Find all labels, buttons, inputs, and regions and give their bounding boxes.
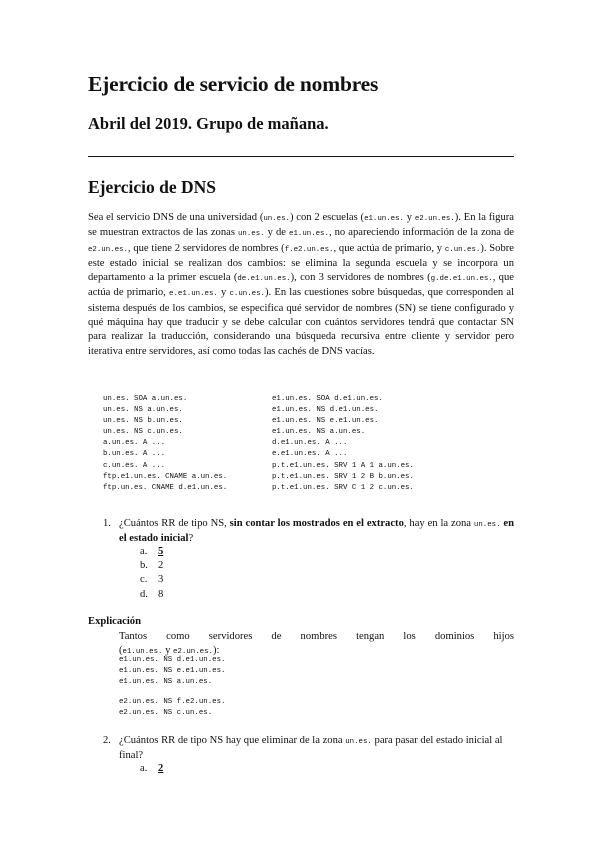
domain-code: e2.un.es. bbox=[88, 245, 128, 254]
zone-record: a.un.es. A ... bbox=[103, 439, 166, 448]
explanation-text: Tantos como servidores de nombres tengan los dominios hijos bbox=[119, 631, 514, 642]
zone-record: e1.un.es. SOA d.e1.un.es. bbox=[272, 395, 383, 403]
intro-text: ). En la figura se muestran extractos de las zonas bbox=[88, 212, 514, 239]
option-value: 3 bbox=[158, 574, 164, 586]
explanation-text: y bbox=[162, 645, 174, 656]
question-text: ¿Cuántos RR de tipo NS, bbox=[119, 518, 230, 529]
intro-text: , que actúa de primario, y bbox=[333, 242, 445, 254]
domain-code: un.es. bbox=[473, 521, 501, 529]
domain-code: un.es. bbox=[263, 215, 290, 223]
question-text: ? bbox=[188, 533, 194, 545]
domain-code: f.e2.un.es. bbox=[284, 245, 334, 254]
option-c[interactable] bbox=[140, 573, 163, 587]
zone-record: d.e1.un.es. A ... bbox=[272, 439, 348, 448]
zone-record: e1.un.es. NS a.un.es. bbox=[119, 678, 213, 687]
zone-record: e1.un.es. NS d.e1.un.es. bbox=[119, 656, 226, 664]
intro-paragraph bbox=[88, 211, 514, 359]
domain-code: un.es. bbox=[237, 230, 265, 239]
intro-text: Sea el servicio DNS de una universidad ( bbox=[88, 212, 264, 223]
zone-record: e2.un.es. NS c.un.es. bbox=[119, 709, 213, 718]
zone-record: b.un.es. A ... bbox=[103, 450, 166, 459]
question-emphasis: sin contar los mostrados en el extracto bbox=[229, 518, 404, 529]
zone-record: e1.un.es. NS a.un.es. bbox=[272, 428, 366, 437]
intro-text: , que tiene 2 servidores de nombres ( bbox=[127, 242, 285, 254]
section-heading: Ejercicio de DNS bbox=[88, 177, 216, 197]
zone-record: un.es. SOA a.un.es. bbox=[103, 395, 188, 403]
document-subtitle: Abril del 2019. Grupo de mañana. bbox=[88, 114, 329, 133]
question-text: para pasar del estado inicial al final? bbox=[119, 735, 503, 762]
zone-record: p.t.e1.un.es. SRV 1 A 1 a.un.es. bbox=[272, 461, 414, 470]
zone-record: un.es. NS b.un.es. bbox=[103, 417, 183, 426]
domain-code: un.es. bbox=[345, 738, 372, 746]
question-2-options bbox=[140, 762, 163, 776]
option-a[interactable] bbox=[140, 762, 163, 776]
domain-code: c.un.es. bbox=[444, 245, 481, 254]
document-title: Ejercicio de servicio de nombres bbox=[88, 72, 379, 96]
zone-record: p.t.e1.un.es. SRV 1 2 B b.un.es. bbox=[272, 472, 414, 481]
zone-record: un.es. NS c.un.es. bbox=[103, 428, 183, 437]
domain-code: e1.un.es. bbox=[364, 215, 404, 223]
intro-text: ) con 2 escuelas ( bbox=[290, 212, 365, 223]
domain-code: e2.un.es. bbox=[173, 648, 213, 656]
zone-record: ftp.un.es. CNAME d.e1.un.es. bbox=[103, 483, 228, 492]
zone-extract-un bbox=[103, 394, 227, 494]
question-1-text bbox=[119, 517, 514, 547]
option-value-correct: 2 bbox=[158, 763, 164, 774]
option-letter: d. bbox=[140, 588, 148, 600]
zone-extract-e1 bbox=[272, 394, 414, 494]
intro-text: y de bbox=[264, 227, 290, 239]
option-d[interactable] bbox=[140, 588, 163, 602]
domain-code: c.un.es. bbox=[229, 290, 265, 299]
explanation-records-e1 bbox=[119, 655, 225, 688]
explanation-text: ): bbox=[212, 645, 220, 656]
explanation-heading: Explicación bbox=[88, 616, 141, 627]
question-2-number: 2. bbox=[103, 735, 111, 746]
question-text: , hay en la zona bbox=[403, 518, 474, 529]
horizontal-rule bbox=[88, 156, 514, 157]
option-value-correct: 5 bbox=[158, 546, 164, 557]
explanation-records-e2 bbox=[119, 697, 225, 719]
zone-record: ftp.e1.un.es. CNAME a.un.es. bbox=[103, 472, 228, 481]
zone-record: e1.un.es. NS e.e1.un.es. bbox=[272, 417, 379, 426]
intro-text: , no apareciendo información de la zona de bbox=[328, 227, 514, 239]
domain-code: e.e1.un.es. bbox=[169, 290, 218, 299]
question-2-text bbox=[119, 734, 514, 764]
zone-record: c.un.es. A ... bbox=[103, 461, 166, 470]
zone-record: un.es. NS a.un.es. bbox=[103, 406, 183, 415]
domain-code: g.de.e1.un.es. bbox=[430, 275, 493, 284]
domain-code: de.e1.un.es. bbox=[237, 275, 291, 284]
intro-text: ), con 3 servidores de nombres ( bbox=[290, 272, 431, 284]
intro-text: y bbox=[403, 212, 415, 223]
domain-code: e1.un.es. bbox=[122, 648, 163, 656]
option-value: 8 bbox=[158, 588, 164, 600]
intro-text: , que actúa de primario, bbox=[88, 272, 514, 299]
intro-text: ). Sobre este estado inicial se realizan dos cambios: se elimina la segunda escuela y se incorpora un departamento a la primer escuela ( bbox=[88, 242, 514, 284]
intro-text: y bbox=[217, 287, 230, 299]
question-1-number: 1. bbox=[103, 518, 111, 529]
zone-record: e.e1.un.es. A ... bbox=[272, 450, 348, 459]
option-letter: a. bbox=[140, 763, 148, 774]
domain-code: e1.un.es. bbox=[289, 230, 329, 239]
intro-text: ). En las cuestiones sobre búsquedas, que corresponden al sistema después de los cambios, se especifica qué servidor de nombres (SN) se tiene configurado y qué máquina hay que traducir y se debe calcular con cuántos servidores tendrá que contactar SN para realizar la traducción, considerando una búsqueda recursiva entre cliente y servidor pero iterativa entre servidores, así como todas las cachés de DNS vacías. bbox=[88, 287, 515, 357]
zone-record: e2.un.es. NS f.e2.un.es. bbox=[119, 698, 226, 706]
zone-record: e1.un.es. NS e.e1.un.es. bbox=[119, 667, 226, 676]
zone-record: p.t.e1.un.es. SRV C 1 2 c.un.es. bbox=[272, 483, 414, 492]
explanation-text: ( bbox=[119, 645, 123, 656]
option-a[interactable] bbox=[140, 545, 163, 559]
option-letter: a. bbox=[140, 546, 148, 557]
domain-code: e2.un.es. bbox=[414, 215, 455, 223]
option-letter: c. bbox=[140, 574, 148, 586]
option-letter: b. bbox=[140, 560, 148, 572]
question-text: ¿Cuántos RR de tipo NS hay que eliminar de la zona bbox=[119, 735, 346, 746]
question-1-options bbox=[140, 545, 163, 602]
option-value: 2 bbox=[158, 560, 164, 572]
zone-record: e1.un.es. NS d.e1.un.es. bbox=[272, 406, 379, 415]
question-emphasis: en el estado inicial bbox=[119, 518, 514, 545]
option-b[interactable] bbox=[140, 559, 163, 573]
